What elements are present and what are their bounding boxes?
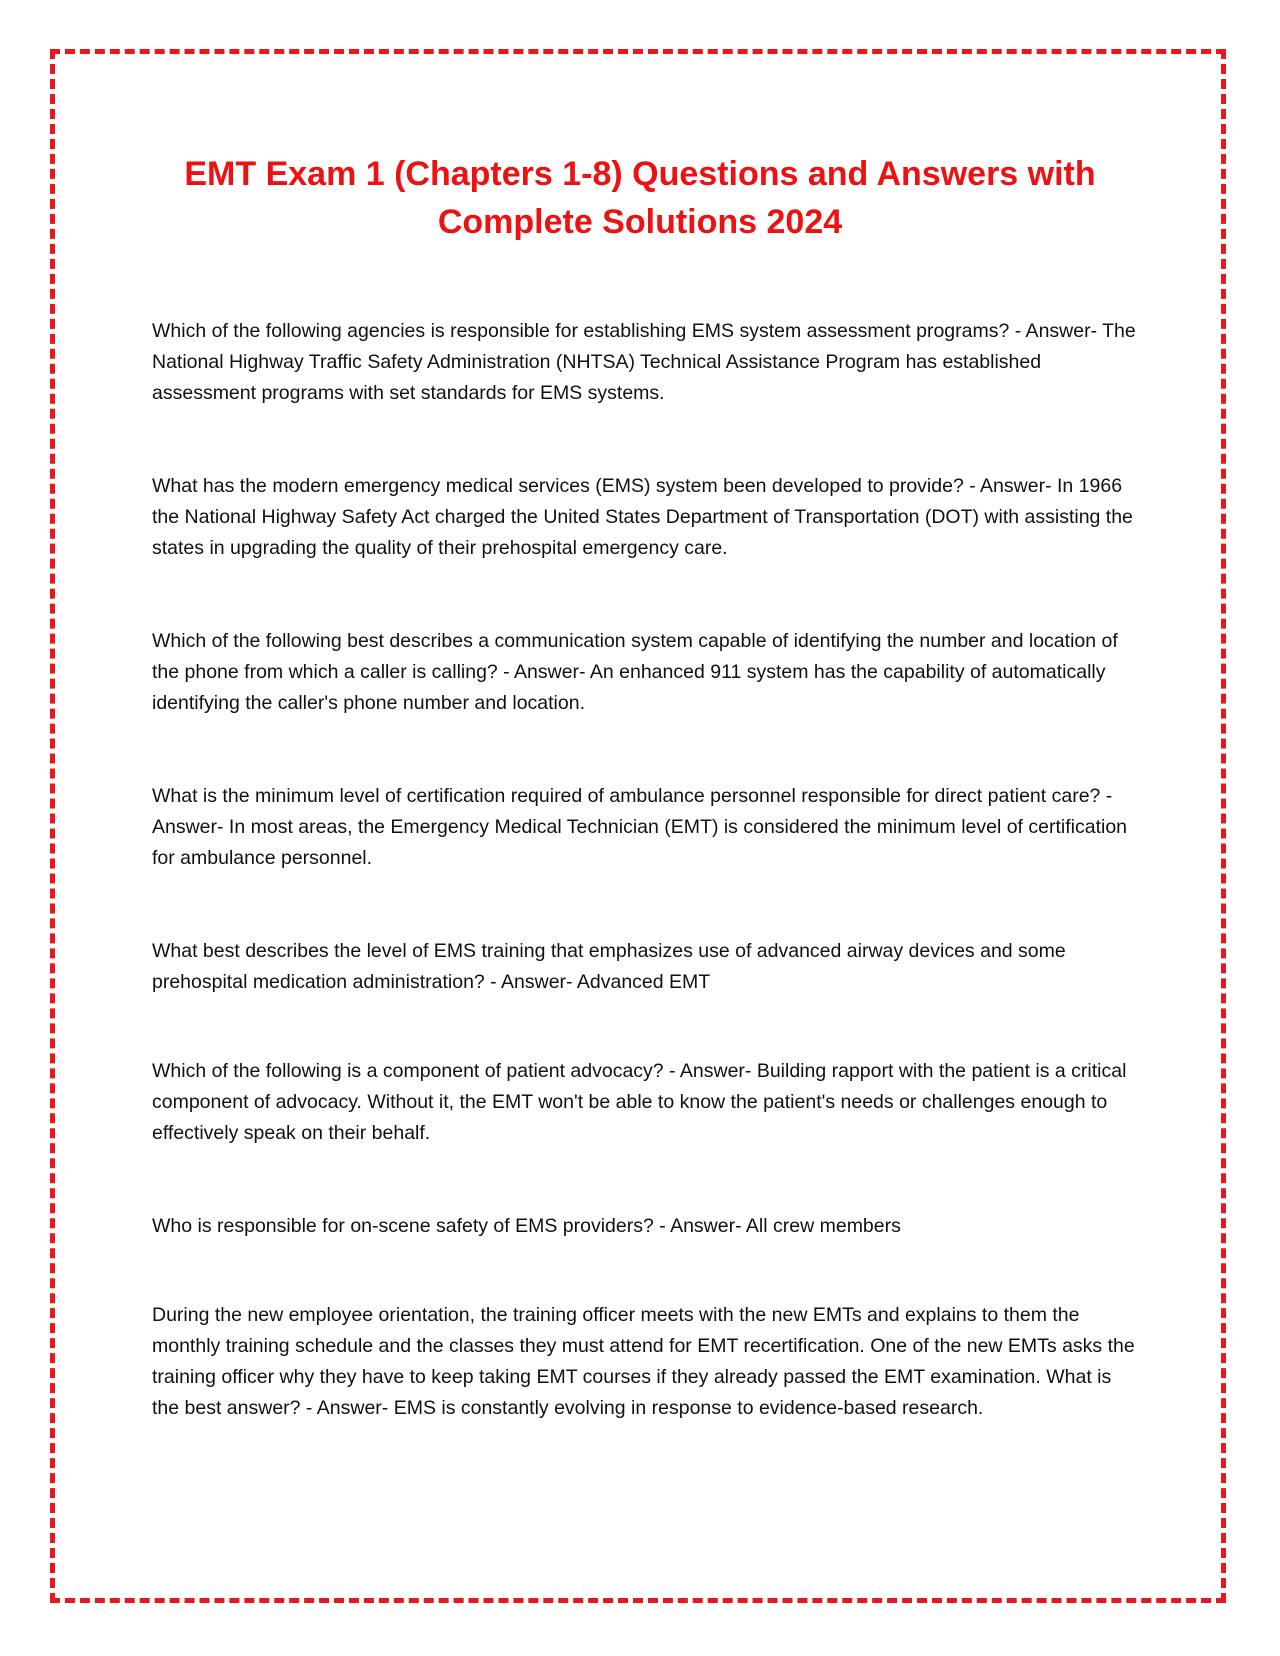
qa-item-4: What is the minimum level of certification required of ambulance personnel responsible for direct patient care? - Answer- In most areas, the Emergency Medical Technician (EMT) is considered the minimum level of certification for ambulance personnel.	[152, 785, 1128, 869]
document-title: EMT Exam 1 (Chapters 1-8) Questions and Answers with Complete Solutions 2024	[184, 155, 1096, 241]
qa-item-1: Which of the following agencies is responsible for establishing EMS system assessment programs? - Answer- The National Highway Traffic Safety Administration (NHTSA) Technical Assistance Program has established assessment programs with set standards for EMS systems.	[152, 320, 1136, 404]
qa-item-7: Who is responsible for on-scene safety of EMS providers? - Answer- All crew members	[152, 1215, 901, 1237]
qa-item-2: What has the modern emergency medical services (EMS) system been developed to provide? - Answer- In 1966 the National Highway Safety Act charged the United States Department of Transportation (DOT) with assisting the states in upgrading the quality of their prehospital emergency care.	[152, 475, 1133, 559]
qa-item-8: During the new employee orientation, the training officer meets with the new EMTs and explains to them the monthly training schedule and the classes they must attend for EMT recertification. One of the new EMTs asks the training officer why they have to keep taking EMT courses if they already passed the EMT examination. What is the best answer? - Answer- EMS is constantly evolving in response to evidence-based research.	[152, 1304, 1135, 1419]
qa-list	[152, 316, 1142, 1486]
qa-item-5: What best describes the level of EMS training that emphasizes use of advanced airway devices and some prehospital medication administration? - Answer- Advanced EMT	[152, 940, 1066, 993]
qa-item-3: Which of the following best describes a communication system capable of identifying the number and location of the phone from which a caller is calling? - Answer- An enhanced 911 system has the capability of automatically identifying the caller's phone number and location.	[152, 630, 1118, 714]
qa-item-6: Which of the following is a component of patient advocacy? - Answer- Building rapport with the patient is a critical component of advocacy. Without it, the EMT won't be able to know the patient's needs or challenges enough to effectively speak on their behalf.	[152, 1060, 1127, 1144]
